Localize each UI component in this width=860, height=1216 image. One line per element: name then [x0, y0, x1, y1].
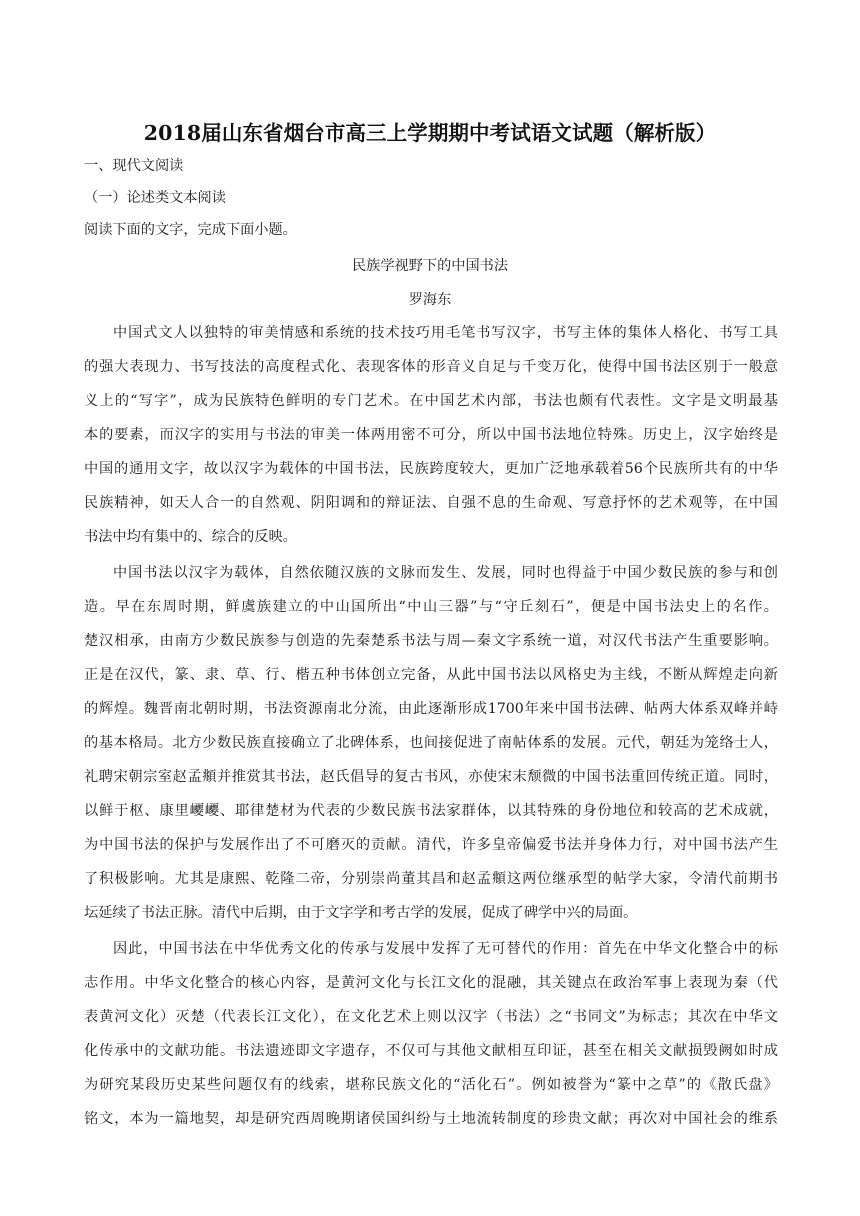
section-heading-modern-reading: 一、现代文阅读 [84, 158, 184, 174]
article-title: 民族学视野下的中国书法 [351, 258, 509, 274]
body-line: 了积极影响。尤其是康熙、乾隆二帝，分别崇尚董其昌和赵孟頫这两位继承型的帖学大家，令清代前期书 [84, 871, 778, 887]
body-line: 义上的“写字”，成为民族特色鲜明的专门艺术。在中国艺术内部，书法也颇有代表性。文字是文明最基 [84, 393, 778, 409]
body-line: 礼聘宋朝宗室赵孟頫并推赏其书法，赵氏倡导的复古书风，亦使宋末颓微的中国书法重回传统正道。同时， [84, 769, 778, 785]
body-line: 中国式文人以独特的审美情感和系统的技术技巧用毛笔书写汉字，书写主体的集体人格化、书写工具 [113, 325, 778, 341]
body-line: 造。早在东周时期，鲜虞族建立的中山国所出“中山三器”与“守丘刻石”，便是中国书法史上的名作。 [84, 599, 778, 615]
body-line: 坛延续了书法正脉。清代中后期，由于文字学和考古学的发展，促成了碑学中兴的局面。 [84, 905, 638, 921]
body-line: 楚汉相承，由南方少数民族参与创造的先秦楚系书法与周—秦文字系统一道，对汉代书法产生重要影响。 [84, 633, 778, 649]
article-author: 罗海东 [408, 292, 452, 308]
body-line: 志作用。中华文化整合的核心内容，是黄河文化与长江文化的混融，其关键点在政治军事上表现为秦（代 [84, 975, 778, 991]
reading-instruction: 阅读下面的文字，完成下面小题。 [84, 222, 297, 238]
document-title: 2018届山东省烟台市高三上学期期中考试语文试题（解析版） [143, 121, 717, 145]
body-line: 书法中均有集中的、综合的反映。 [84, 529, 297, 545]
section-heading-argumentative: （一）论述类文本阅读 [84, 190, 226, 206]
body-line: 为中国书法的保护与发展作出了不可磨灭的贡献。清代，许多皇帝偏爱书法并身体力行，对中国书法产生 [84, 837, 778, 853]
body-line: 本的要素，而汉字的实用与书法的审美一体两用密不可分，所以中国书法地位特殊。历史上，汉字始终是 [84, 427, 778, 443]
body-line: 化传承中的文献功能。书法遗迹即文字遗存，不仅可与其他文献相互印证，甚至在相关文献损毁阙如时成 [84, 1043, 778, 1059]
body-line: 中国书法以汉字为载体，自然依随汉族的文脉而发生、发展，同时也得益于中国少数民族的参与和创 [113, 565, 778, 581]
body-line: 正是在汉代，篆、隶、草、行、楷五种书体创立完备，从此中国书法以风格史为主线，不断从辉煌走向新 [84, 667, 778, 683]
body-line: 以鲜于枢、康里巎巎、耶律楚材为代表的少数民族书法家群体，以其特殊的身份地位和较高的艺术成就， [84, 803, 778, 819]
body-line: 铭文，本为一篇地契，却是研究西周晚期诸侯国纠纷与土地流转制度的珍贵文献；再次对中国社会的维系 [84, 1111, 778, 1127]
body-line: 为研究某段历史某些问题仅有的线索，堪称民族文化的“活化石”。例如被誉为“篆中之草”的《散氏盘》 [84, 1077, 778, 1093]
body-line: 因此，中国书法在中华优秀文化的传承与发展中发挥了无可替代的作用：首先在中华文化整合中的标 [113, 941, 778, 957]
body-line: 的强大表现力、书写技法的高度程式化、表现客体的形音义自足与千变万化，使得中国书法区别于一般意 [84, 359, 778, 375]
body-line: 中国的通用文字，故以汉字为载体的中国书法，民族跨度较大，更加广泛地承载着56个民族所共有的中华 [84, 461, 778, 477]
body-line: 的基本格局。北方少数民族直接确立了北碑体系，也间接促进了南帖体系的发展。元代，朝廷为笼络士人， [84, 735, 778, 751]
body-line: 的辉煌。魏晋南北朝时期，书法资源南北分流，由此逐渐形成1700年来中国书法碑、帖两大体系双峰并峙 [84, 701, 778, 717]
body-line: 民族精神，如天人合一的自然观、阴阳调和的辩证法、自强不息的生命观、写意抒怀的艺术观等，在中国 [84, 495, 778, 511]
body-line: 表黄河文化）灭楚（代表长江文化），在文化艺术上则以汉字（书法）之“书同文”为标志；其次在中华文 [84, 1009, 778, 1025]
